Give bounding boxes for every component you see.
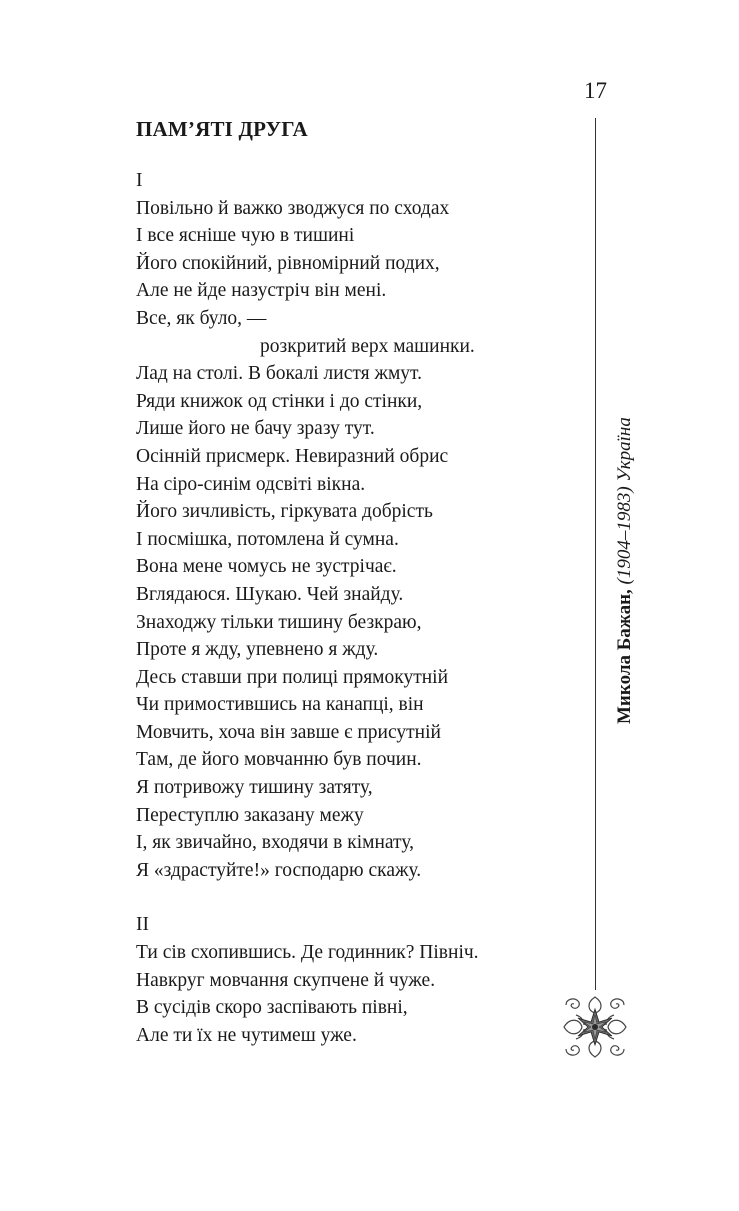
poem-line: розкритий верх машинки. <box>260 335 475 357</box>
poem-line: Повільно й важко зводжуся по сходах <box>136 197 450 219</box>
section-numeral-1: I <box>136 170 143 191</box>
poem-line: Мовчить, хоча він завше є присутній <box>136 721 441 743</box>
vertical-rule <box>595 118 596 990</box>
page-number: 17 <box>584 78 607 103</box>
poem-line: Його спокійний, рівномірний подих, <box>136 252 440 274</box>
poem-line: Все, як було, — <box>136 307 267 329</box>
side-caption <box>614 417 636 724</box>
poem-line: І посмішка, потомлена й сумна. <box>136 528 399 550</box>
poem-line: Але не йде назустріч він мені. <box>136 280 387 302</box>
poem-line: Переступлю заказану межу <box>136 804 364 826</box>
poem-line: Я «здрастуйте!» господарю скажу. <box>136 859 422 881</box>
poem-line: Лише його не бачу зразу тут. <box>136 418 375 440</box>
poem-line: І, як звичайно, входячи в кімнату, <box>136 832 414 854</box>
poem-line: В сусідів скоро заспівають півні, <box>136 997 408 1019</box>
poem-line: Ти сів схопившись. Де годинник? Північ. <box>136 942 479 964</box>
poem-line: І все ясніше чую в тишині <box>136 225 355 247</box>
poem-line: На сіро-синім одсвіті вікна. <box>136 473 366 495</box>
poem-line: Десь ставши при полиці прямокутній <box>136 666 449 688</box>
section-numeral-2: II <box>136 914 149 936</box>
poem-line: Його зичливість, гіркувата добрість <box>136 501 433 523</box>
poem-line: Вона мене чомусь не зустрічає. <box>136 556 397 578</box>
poem-line: Лад на столі. В бокалі листя жмут. <box>136 363 422 385</box>
author-name: Микола Бажан, <box>614 589 635 724</box>
poem-line: Але ти їх не чутимеш уже. <box>136 1024 357 1046</box>
poem-line: Знаходжу тільки тишину безкраю, <box>136 611 422 633</box>
poem-line: Там, де його мовчанню був почин. <box>136 749 422 771</box>
poem-line: Чи примостившись на канапці, він <box>136 694 424 716</box>
stanza-gap <box>136 884 556 911</box>
author-years: (1904–1983) <box>614 486 635 585</box>
poem-line: Ряди книжок од стінки і до стінки, <box>136 390 423 412</box>
star-ornament-icon <box>562 995 628 1059</box>
poem-line: Навкруг мовчання скупчене й чуже. <box>136 969 436 991</box>
page-title: ПАМ’ЯТІ ДРУГА <box>136 117 308 141</box>
poem-line: Вглядаюся. Шукаю. Чей знайду. <box>136 583 404 605</box>
poem-line: Проте я жду, упевнено я жду. <box>136 639 379 661</box>
author-country: Україна <box>614 417 635 482</box>
poem-line: Осінній присмерк. Невиразний обрис <box>136 445 449 467</box>
poem-line: Я потривожу тишину затяту, <box>136 777 373 799</box>
poem-body <box>136 167 556 1049</box>
